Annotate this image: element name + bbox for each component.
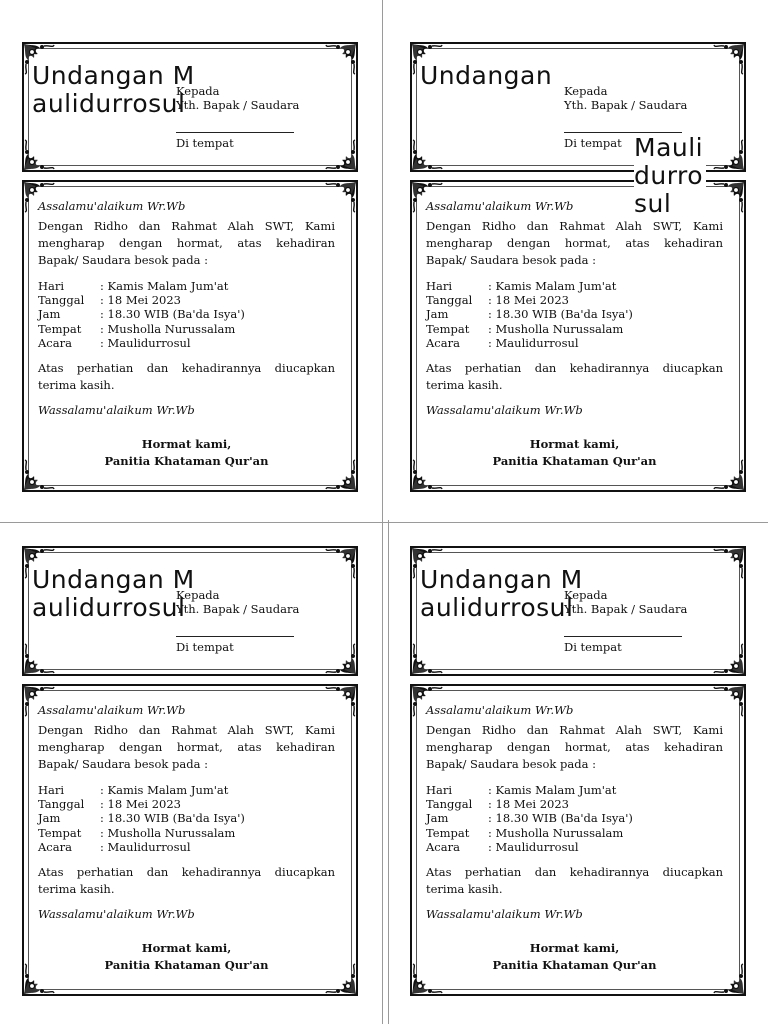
detail-value: : Kamis Malam Jum'at xyxy=(488,279,617,293)
invitation-body xyxy=(38,198,335,470)
event-details xyxy=(38,279,335,350)
detail-value: : Kamis Malam Jum'at xyxy=(488,783,617,797)
detail-row xyxy=(38,322,335,336)
event-details xyxy=(426,279,723,350)
detail-value: : 18 Mei 2023 xyxy=(488,293,569,308)
closing-paragraph: Atas perhatian dan kehadirannya diucapkan terima kasih. xyxy=(38,865,335,897)
detail-row xyxy=(426,826,723,840)
di-tempat-label: Di tempat xyxy=(564,136,622,150)
floral-corner-icon xyxy=(712,42,746,76)
detail-row xyxy=(38,797,335,811)
detail-key: Hari xyxy=(38,279,65,293)
invitation-title: Undangan Maulidurrosul xyxy=(420,565,583,622)
detail-value: : Maulidurrosul xyxy=(100,839,191,854)
closing-paragraph: Atas perhatian dan kehadirannya diucapkan terima kasih. xyxy=(426,865,723,897)
floral-corner-icon xyxy=(22,138,56,172)
invitation-title: Undangan Maulidurrosul xyxy=(32,565,195,622)
panitia-signature: Panitia Khataman Qur'an xyxy=(104,454,269,469)
kepada-label: Kepada xyxy=(176,84,220,98)
detail-key: Jam xyxy=(426,811,449,826)
salam-opening: Assalamu'alaikum Wr.Wb xyxy=(426,199,574,213)
detail-row xyxy=(426,811,723,825)
detail-key: Tempat xyxy=(38,825,82,840)
detail-value: : 18 Mei 2023 xyxy=(100,293,181,308)
detail-value: : 18.30 WIB (Ba'da Isya') xyxy=(488,811,633,826)
invitation-title: Undangan xyxy=(420,61,553,90)
detail-value: : 18.30 WIB (Ba'da Isya') xyxy=(100,811,245,826)
detail-value: : 18 Mei 2023 xyxy=(488,797,569,812)
detail-value: : Maulidurrosul xyxy=(488,839,579,854)
invitation-card xyxy=(22,546,358,996)
kepada-label: Kepada xyxy=(564,84,608,98)
intro-paragraph: Dengan Ridho dan Rahmat Alah SWT, Kami mengharap dengan hormat, atas kehadiran Bapak/ Saudara besok pada : xyxy=(38,219,335,267)
cut-line-vertical-lower xyxy=(388,520,389,1024)
detail-value: : Musholla Nurussalam xyxy=(100,825,236,840)
detail-value: : Kamis Malam Jum'at xyxy=(100,279,229,293)
detail-row xyxy=(38,840,335,854)
detail-value: : 18.30 WIB (Ba'da Isya') xyxy=(100,307,245,322)
detail-row xyxy=(38,279,335,293)
detail-value: : Kamis Malam Jum'at xyxy=(100,783,229,797)
closing-paragraph: Atas perhatian dan kehadirannya diucapkan terima kasih. xyxy=(426,361,723,393)
invitation-body xyxy=(38,702,335,974)
detail-key: Hari xyxy=(38,783,65,797)
detail-key: Acara xyxy=(38,839,72,854)
detail-key: Jam xyxy=(426,307,449,322)
detail-row xyxy=(426,279,723,293)
detail-row xyxy=(426,322,723,336)
detail-value: : 18 Mei 2023 xyxy=(100,797,181,812)
intro-paragraph: Dengan Ridho dan Rahmat Alah SWT, Kami mengharap dengan hormat, atas kehadiran Bapak/ Saudara besok pada : xyxy=(426,723,723,771)
detail-value: : Musholla Nurussalam xyxy=(100,321,236,336)
detail-row xyxy=(426,840,723,854)
floral-corner-icon xyxy=(410,138,444,172)
detail-row xyxy=(426,797,723,811)
detail-key: Hari xyxy=(426,783,453,797)
detail-row xyxy=(38,783,335,797)
salam-closing: Wassalamu'alaikum Wr.Wb xyxy=(38,907,195,922)
detail-key: Tempat xyxy=(426,825,470,840)
yth-label: Yth. Bapak / Saudara xyxy=(176,602,300,616)
detail-row xyxy=(426,293,723,307)
salam-closing: Wassalamu'alaikum Wr.Wb xyxy=(38,403,195,418)
cut-line-horizontal xyxy=(0,522,768,523)
cut-line-vertical xyxy=(382,0,383,1024)
detail-row xyxy=(426,336,723,350)
di-tempat-label: Di tempat xyxy=(564,640,622,654)
panitia-signature: Panitia Khataman Qur'an xyxy=(492,454,657,469)
invitation-body xyxy=(426,702,723,974)
salam-closing: Wassalamu'alaikum Wr.Wb xyxy=(426,403,583,418)
floral-corner-icon xyxy=(712,546,746,580)
detail-row xyxy=(38,826,335,840)
floral-corner-icon xyxy=(324,42,358,76)
detail-key: Tempat xyxy=(426,321,470,336)
kepada-label: Kepada xyxy=(564,588,608,602)
hormat-kami: Hormat kami, xyxy=(141,941,232,956)
yth-label: Yth. Bapak / Saudara xyxy=(564,98,688,112)
invitation-card xyxy=(410,42,746,492)
event-details xyxy=(38,783,335,854)
invitation-card xyxy=(22,42,358,492)
hormat-kami: Hormat kami, xyxy=(141,437,232,452)
closing-paragraph: Atas perhatian dan kehadirannya diucapkan terima kasih. xyxy=(38,361,335,393)
floral-corner-icon xyxy=(324,546,358,580)
floral-corner-icon xyxy=(410,642,444,676)
invitation-title-overflow: Maulidurrosul xyxy=(634,134,706,196)
detail-value: : Maulidurrosul xyxy=(488,335,579,350)
salam-opening: Assalamu'alaikum Wr.Wb xyxy=(38,703,186,717)
di-tempat-label: Di tempat xyxy=(176,640,234,654)
invitation-card xyxy=(410,546,746,996)
detail-key: Tempat xyxy=(38,321,82,336)
detail-key: Hari xyxy=(426,279,453,293)
detail-key: Jam xyxy=(38,307,61,322)
yth-label: Yth. Bapak / Saudara xyxy=(176,98,300,112)
detail-key: Tanggal xyxy=(426,797,473,812)
detail-value: : Maulidurrosul xyxy=(100,335,191,350)
detail-row xyxy=(38,293,335,307)
detail-row xyxy=(38,336,335,350)
panitia-signature: Panitia Khataman Qur'an xyxy=(492,958,657,973)
detail-key: Jam xyxy=(38,811,61,826)
detail-row xyxy=(38,811,335,825)
salam-opening: Assalamu'alaikum Wr.Wb xyxy=(38,199,186,213)
kepada-label: Kepada xyxy=(176,588,220,602)
detail-row xyxy=(426,783,723,797)
detail-key: Tanggal xyxy=(38,797,85,812)
invitation-title: Undangan Maulidurrosul xyxy=(32,61,195,118)
detail-key: Tanggal xyxy=(426,293,473,308)
event-details xyxy=(426,783,723,854)
yth-label: Yth. Bapak / Saudara xyxy=(564,602,688,616)
detail-key: Acara xyxy=(426,335,460,350)
detail-value: : Musholla Nurussalam xyxy=(488,825,624,840)
salam-opening: Assalamu'alaikum Wr.Wb xyxy=(426,703,574,717)
intro-paragraph: Dengan Ridho dan Rahmat Alah SWT, Kami mengharap dengan hormat, atas kehadiran Bapak/ Saudara besok pada : xyxy=(38,723,335,771)
floral-corner-icon xyxy=(22,642,56,676)
detail-key: Tanggal xyxy=(38,293,85,308)
detail-key: Acara xyxy=(38,335,72,350)
detail-value: : Musholla Nurussalam xyxy=(488,321,624,336)
detail-value: : 18.30 WIB (Ba'da Isya') xyxy=(488,307,633,322)
panitia-signature: Panitia Khataman Qur'an xyxy=(104,958,269,973)
hormat-kami: Hormat kami, xyxy=(529,941,620,956)
di-tempat-label: Di tempat xyxy=(176,136,234,150)
detail-row xyxy=(426,307,723,321)
invitation-body xyxy=(426,198,723,470)
detail-key: Acara xyxy=(426,839,460,854)
intro-paragraph: Dengan Ridho dan Rahmat Alah SWT, Kami mengharap dengan hormat, atas kehadiran Bapak/ Saudara besok pada : xyxy=(426,219,723,267)
salam-closing: Wassalamu'alaikum Wr.Wb xyxy=(426,907,583,922)
hormat-kami: Hormat kami, xyxy=(529,437,620,452)
detail-row xyxy=(38,307,335,321)
